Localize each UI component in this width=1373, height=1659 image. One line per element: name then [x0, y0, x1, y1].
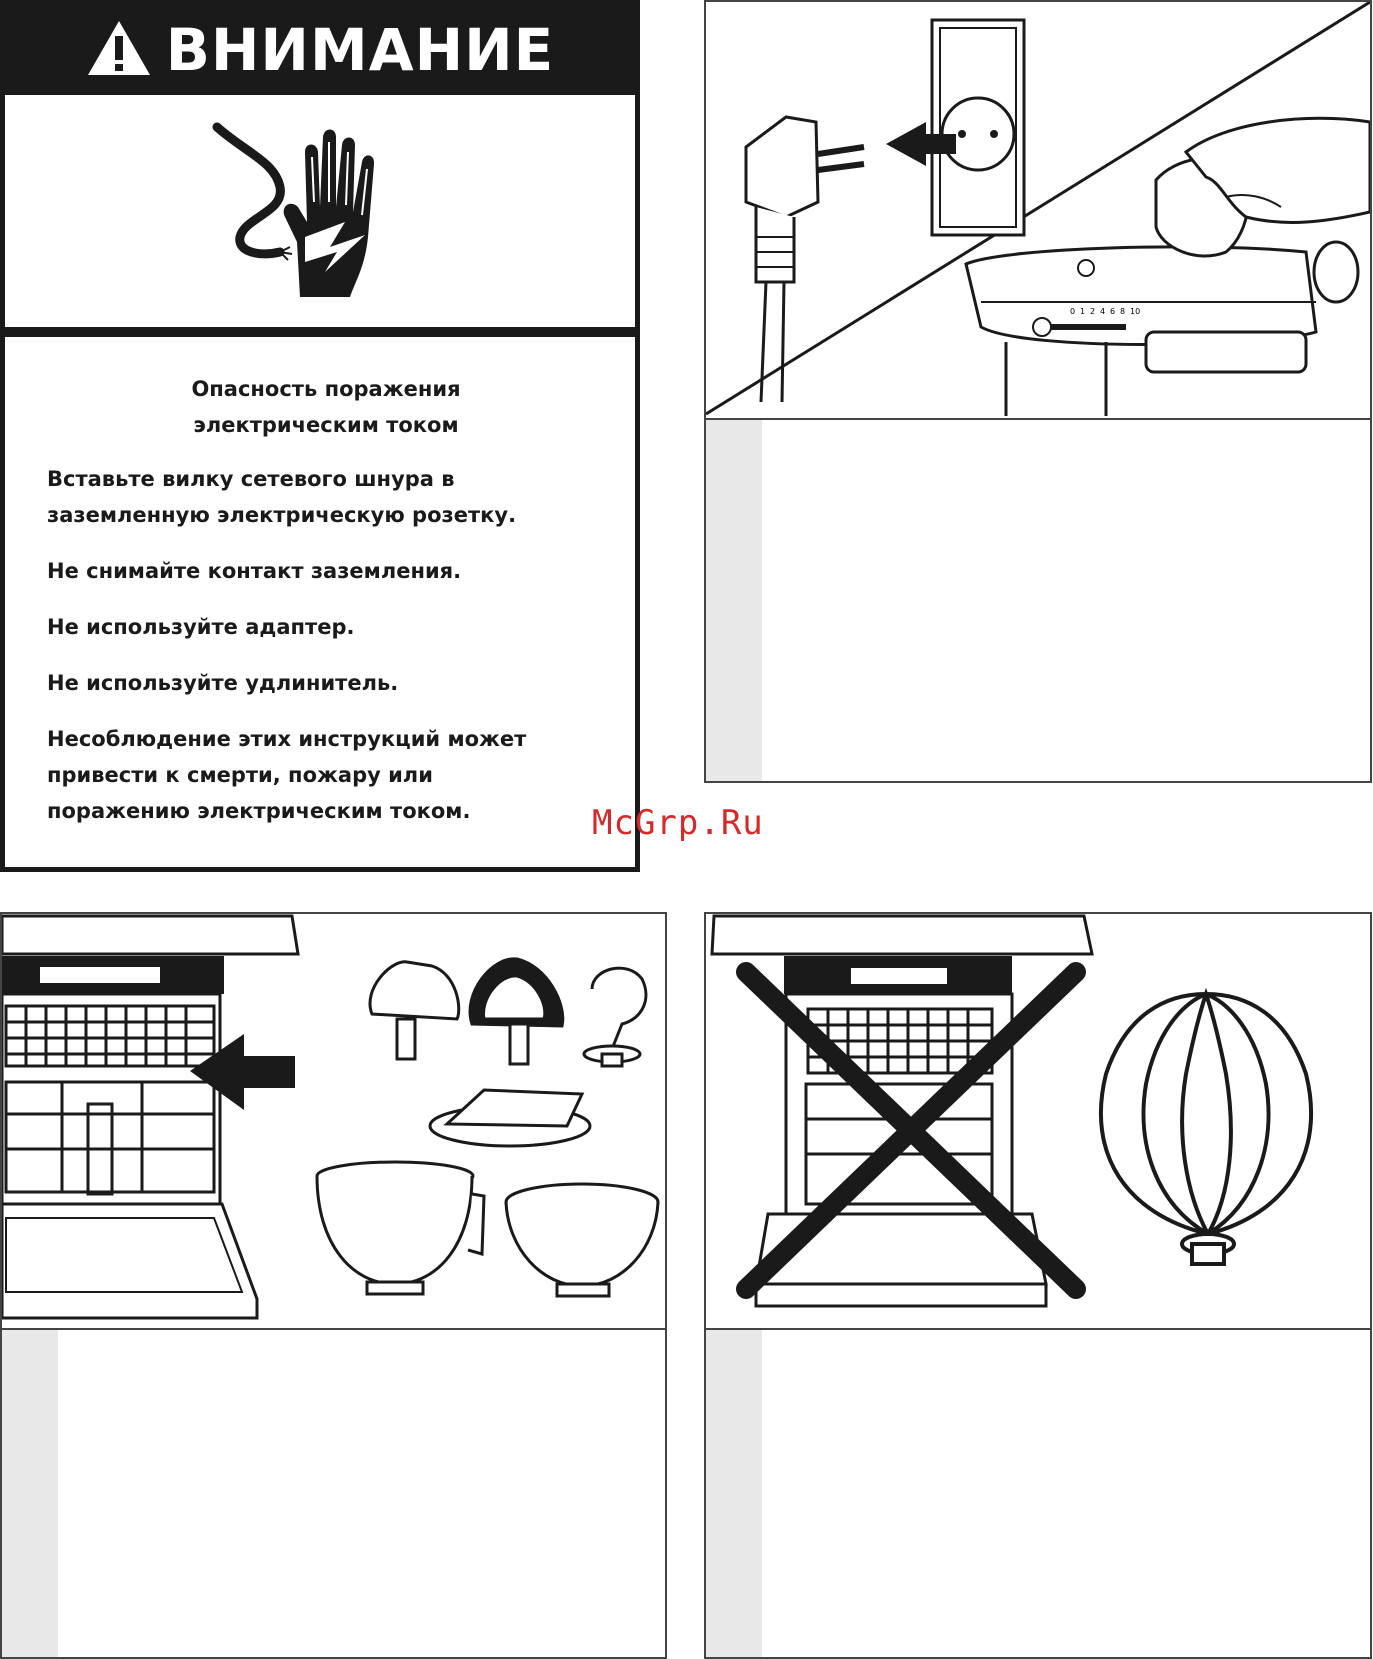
dial-label: 8 [1120, 307, 1126, 316]
not-dishwasher-safe-illustration [706, 914, 1370, 1330]
dial-label: 4 [1100, 307, 1106, 316]
warning-subtitle [47, 371, 605, 443]
dishwasher-icon [2, 916, 298, 1318]
warning-text-block [5, 332, 635, 867]
unplug-clean-panel [704, 0, 1372, 783]
pouring-shield-icon [430, 1090, 590, 1146]
flat-beater-icon [370, 962, 459, 1059]
dial-label: 10 [1130, 307, 1141, 316]
dial-label: 6 [1110, 307, 1116, 316]
warning-header [5, 5, 635, 95]
hand-with-cloth-icon [1156, 118, 1370, 256]
glass-bowl-icon [317, 1162, 484, 1294]
shock-pictogram-area [5, 95, 635, 332]
subtitle-line-2: электрическим током [193, 413, 459, 437]
warning-triangle-icon [86, 19, 152, 81]
warning-paragraph: Несоблюдение этих инструкций может привести к смерти, пожару или поражению электрическим током. [47, 727, 527, 823]
warning-box [0, 0, 640, 872]
warning-paragraph: Не используйте удлинитель. [47, 671, 399, 695]
wall-socket-icon [932, 20, 1024, 235]
gray-strip [706, 1330, 762, 1657]
wire-whip-icon [1101, 994, 1311, 1264]
warning-paragraph: Не используйте адаптер. [47, 615, 355, 639]
dial-label: 2 [1090, 307, 1096, 316]
electric-shock-hand-icon [205, 107, 405, 312]
gray-strip [706, 420, 762, 781]
gray-strip [2, 1330, 58, 1657]
dial-label: 0 [1070, 307, 1076, 316]
warning-title: ВНИМАНИЕ [165, 16, 555, 84]
warning-paragraph: Вставьте вилку сетевого шнура в заземленную электрическую розетку. [47, 467, 517, 527]
dial-label: 1 [1080, 307, 1086, 316]
ceramic-bowl-icon [506, 1184, 658, 1296]
dishwasher-safe-panel [0, 912, 667, 1659]
dough-hook-icon [584, 968, 646, 1066]
not-dishwasher-safe-panel [704, 912, 1372, 1659]
warning-paragraph: Не снимайте контакт заземления. [47, 559, 462, 583]
subtitle-line-1: Опасность поражения [191, 377, 461, 401]
flex-edge-beater-icon [470, 959, 563, 1064]
watermark: McGrp.Ru [592, 803, 764, 843]
power-plug-icon [746, 117, 864, 402]
unplug-clean-illustration [706, 2, 1370, 420]
mixer-head-icon [966, 242, 1358, 416]
dishwasher-safe-illustration [2, 914, 665, 1330]
